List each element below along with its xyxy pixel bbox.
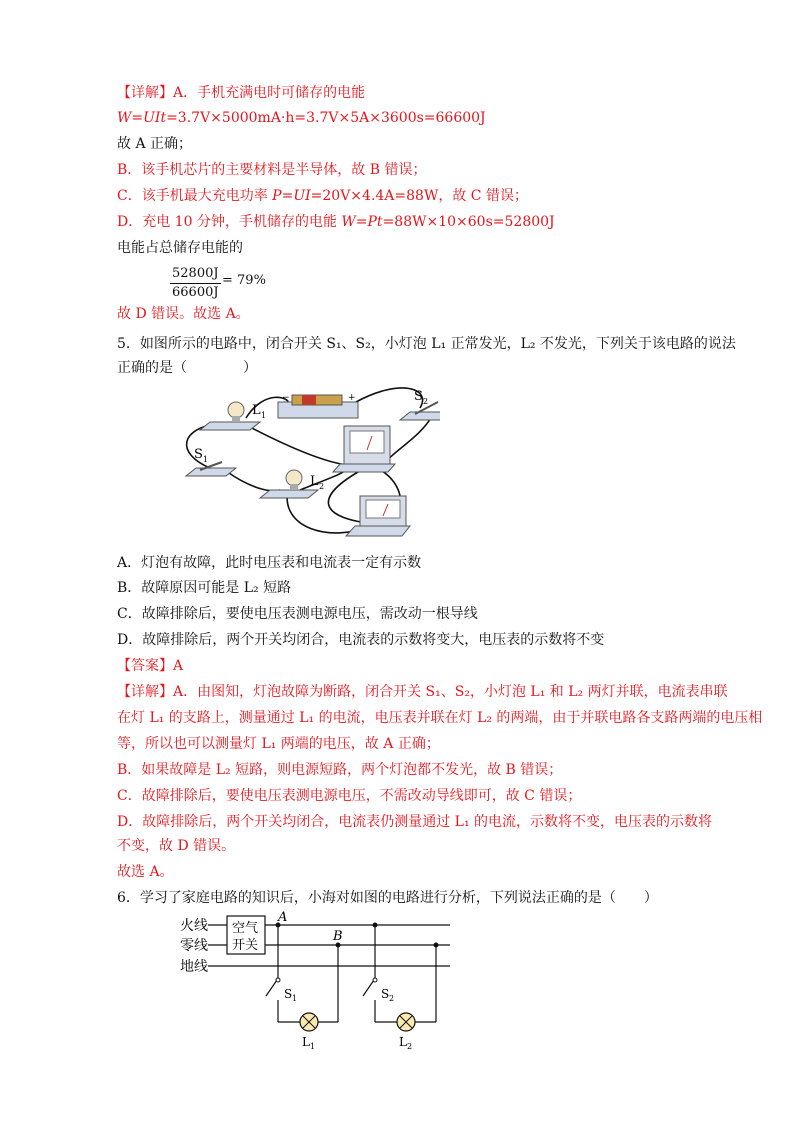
svg-text:火线: 火线 xyxy=(180,918,208,934)
exp4-line6: D．充电 10 分钟，手机储存的电能 W=Pt=88W×10×60s=52800J xyxy=(117,214,555,230)
q5-exp-line3: 等，所以也可以测量灯 L₁ 两端的电压，故 A 正确； xyxy=(117,736,440,752)
svg-text:L: L xyxy=(399,1035,407,1049)
svg-text:L: L xyxy=(252,403,261,418)
svg-text:2: 2 xyxy=(407,1042,413,1050)
svg-text:1: 1 xyxy=(292,994,298,1003)
svg-text:空气: 空气 xyxy=(232,921,259,936)
svg-text:1: 1 xyxy=(310,1042,316,1050)
exp4-line3: 故 A 正确； xyxy=(117,136,193,152)
q5-option-a: A．灯泡有故障，此时电压表和电流表一定有示数 xyxy=(117,555,422,571)
svg-text:开关: 开关 xyxy=(232,938,259,953)
exp4-line1: 【详解】A．手机充满电时可储存的电能 xyxy=(117,85,366,101)
q6-stem: 6．学习了家庭电路的知识后，小海对如图的电路进行分析，下列说法正确的是（ ） xyxy=(117,890,658,906)
switch-s1-icon xyxy=(186,447,236,476)
q5-exp-line6: D．故障排除后，两个开关均闭合，电流表仍测量通过 L₁ 的电流，示数将不变，电压表的示数将 xyxy=(117,814,713,830)
svg-text:A: A xyxy=(278,910,288,925)
q5-exp-line4: B．如果故障是 L₂ 短路，则电源短路，两个灯泡都不发光，故 B 错误； xyxy=(117,762,563,778)
q5-circuit-figure xyxy=(170,378,440,548)
svg-text:L: L xyxy=(310,474,319,489)
fraction-denominator: 66600J xyxy=(172,285,219,300)
svg-text:1: 1 xyxy=(261,411,267,420)
svg-text:S: S xyxy=(194,447,203,462)
q5-option-b: B．故障原因可能是 L₂ 短路 xyxy=(117,580,292,596)
exp4-line8: 故 D 错误。故选 A。 xyxy=(117,306,250,322)
svg-text:2: 2 xyxy=(319,482,325,491)
q5-exp-line7: 不变，故 D 错误。 xyxy=(117,838,236,854)
fraction-result: = 79% xyxy=(222,273,266,288)
lamp-l2-icon xyxy=(397,1013,415,1031)
q5-exp-line1: 【详解】A．由图知，灯泡故障为断路，闭合开关 S₁、S₂，小灯泡 L₁ 和 L₂ 两灯并联，电流表串联 xyxy=(117,684,728,700)
q5-exp-line2: 在灯 L₁ 的支路上，测量通过 L₁ 的电流，电压表并联在灯 L₂ 的两端，由于并联电路各支路两端的电压相 xyxy=(117,710,763,726)
svg-text:零线: 零线 xyxy=(180,938,208,954)
fraction-numerator: 52800J xyxy=(170,265,221,284)
fraction xyxy=(170,265,221,302)
q6-home-circuit-figure xyxy=(180,910,470,1050)
svg-text:+: + xyxy=(348,393,356,403)
battery-icon xyxy=(278,393,358,418)
formula-w-uit: W=UIt xyxy=(117,110,167,126)
q5-stem-line2: 正确的是（ ） xyxy=(117,360,257,376)
q5-option-c: C．故障排除后，要使电压表测电源电压，需改动一根导线 xyxy=(117,606,478,622)
exp4-line2 xyxy=(117,108,486,128)
svg-text:B: B xyxy=(333,929,343,944)
svg-text:S: S xyxy=(284,987,293,1001)
svg-text:S: S xyxy=(381,987,390,1001)
svg-text:−: − xyxy=(282,393,290,403)
exp4-line5: C．该手机最大充电功率 P=UI=20V×4.4A=88W，故 C 错误； xyxy=(117,188,528,204)
switch-s2-icon xyxy=(400,389,440,420)
svg-text:S: S xyxy=(414,389,423,404)
svg-text:地线: 地线 xyxy=(180,959,208,975)
q5-answer: 【答案】A xyxy=(117,658,184,674)
bulb-l1-icon xyxy=(200,402,266,430)
svg-text:1: 1 xyxy=(203,455,209,464)
q5-conclusion: 故选 A。 xyxy=(117,864,174,880)
q5-option-d: D．故障排除后，两个开关均闭合，电流表的示数将变大，电压表的示数将不变 xyxy=(117,632,605,648)
q5-stem-line1: 5．如图所示的电路中，闭合开关 S₁、S₂，小灯泡 L₁ 正常发光，L₂ 不发光，下列关于该电路的说法 xyxy=(117,336,736,352)
ammeter-icon xyxy=(333,426,395,472)
svg-text:2: 2 xyxy=(389,994,395,1003)
lamp-l1-icon xyxy=(300,1013,318,1031)
exp4-line7: 电能占总储存电能的 xyxy=(117,240,243,256)
bulb-l2-icon xyxy=(260,470,324,498)
formula-w-value: =3.7V×5000mA·h=3.7V×5A×3600s=66600J xyxy=(166,110,486,126)
svg-text:2: 2 xyxy=(423,397,429,406)
voltmeter-icon xyxy=(346,496,410,536)
svg-text:L: L xyxy=(302,1035,310,1049)
q5-exp-line5: C．故障排除后，要使电压表测电源电压，不需改动导线即可，故 C 错误； xyxy=(117,788,582,804)
exp4-line4: B．该手机芯片的主要材料是半导体，故 B 错误； xyxy=(117,162,427,178)
